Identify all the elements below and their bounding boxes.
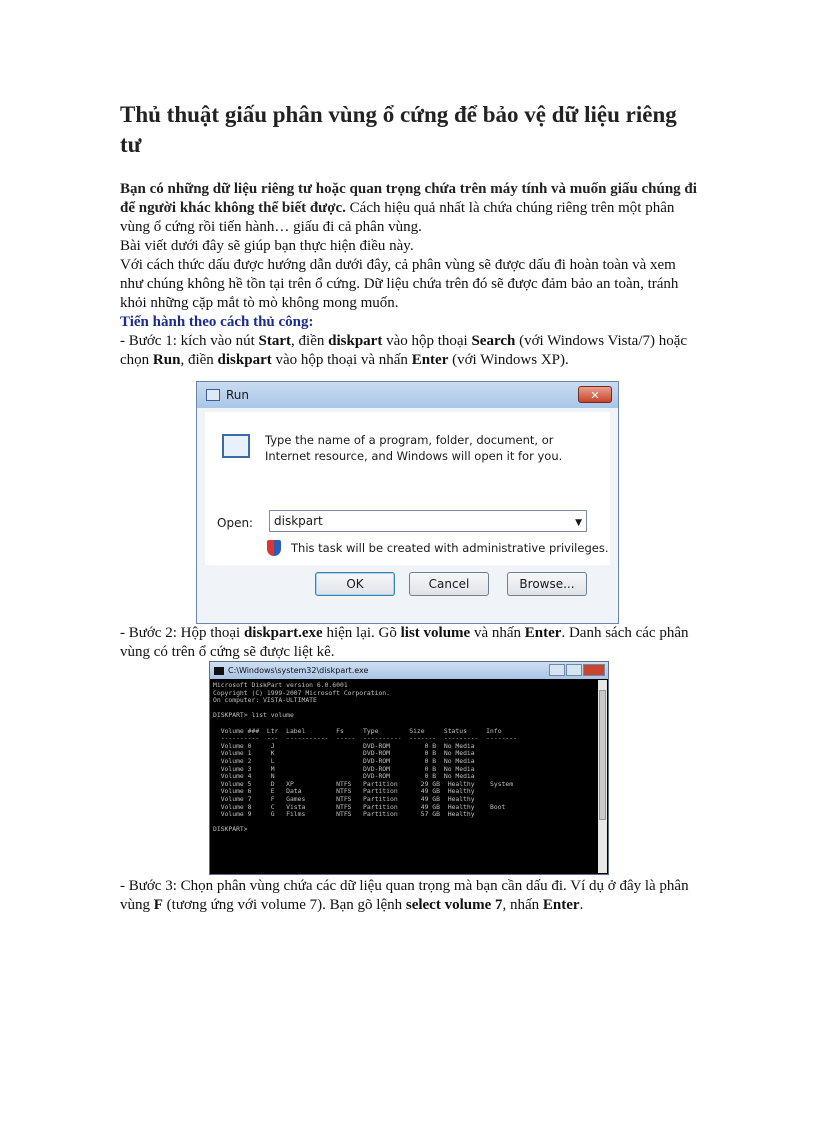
article xyxy=(120,100,700,370)
admin-note: This task will be created with administrative privileges. xyxy=(291,541,609,555)
step-2: - Bước 2: Hộp thoại diskpart.exe hiện lại. Gõ list volume và nhấn Enter. Danh sách các phân vùng có trên ổ cứng sẽ được liệt kê. xyxy=(120,625,689,660)
run-body xyxy=(205,412,610,565)
scrollbar-thumb xyxy=(599,690,606,820)
article-title: Thủ thuật giấu phân vùng ổ cứng để bảo vệ dữ liệu riêng tư xyxy=(120,102,677,157)
close-icon xyxy=(583,664,605,676)
ok-button: OK xyxy=(315,572,395,596)
close-icon: ✕ xyxy=(578,386,612,403)
window-controls xyxy=(549,664,605,676)
minimize-icon xyxy=(549,664,565,676)
maximize-icon xyxy=(566,664,582,676)
browse-button: Browse... xyxy=(507,572,587,596)
console-icon xyxy=(214,667,224,675)
run-window-icon xyxy=(206,389,220,401)
run-titlebar xyxy=(197,382,618,408)
console-output: Microsoft DiskPart version 6.0.6001 Copyright (C) 1999-2007 Microsoft Corporation. On computer: VISTA-ULTIMATE DISKPART> list volume Volume ### Ltr Label Fs Type Size Status Info ---------- --- ----------- ----- ---------- ------- --------- -------- Volume 0 J DVD-ROM 0 B No Media Volume 1 K DVD-ROM 0 B No Media Volume 2 L DVD-ROM 0 B No Media Volume 3 M DVD-ROM 0 B No Media Volume 4 N DVD-ROM 0 B No Media Volume 5 D XP NTFS Partition 29 GB Healthy System Volume 6 E Data NTFS Partition 49 GB Healthy Volume 7 F Games NTFS Partition 49 GB Healthy Volume 8 C Vista NTFS Partition 49 GB Healthy Boot Volume 9 G Films NTFS Partition 57 GB Healthy DISKPART> xyxy=(213,682,517,834)
run-description: Type the name of a program, folder, document, or Internet resource, and Windows will open it for you. xyxy=(265,433,563,463)
section-heading: Tiến hành theo cách thủ công: xyxy=(120,314,314,330)
intro-rest: Cách hiệu quả nhất là chứa chúng riêng trên một phân vùng ổ cứng rồi tiến hành… giấu đi cả phân vùng. xyxy=(120,200,675,235)
cancel-button: Cancel xyxy=(409,572,489,596)
intro-paragraph xyxy=(120,180,700,237)
step-3: - Bước 3: Chọn phân vùng chứa các dữ liệu quan trọng mà bạn cần dấu đi. Ví dụ ở đây là phân vùng F (tương ứng với volume 7). Bạn gõ lệnh select volume 7, nhấn Enter. xyxy=(120,878,689,913)
paragraph-2: Bài viết dưới đây sẽ giúp bạn thực hiện điều này. xyxy=(120,238,414,254)
run-dialog-screenshot xyxy=(196,381,619,624)
paragraph-3: Với cách thức dấu được hướng dẫn dưới đây, cả phân vùng sẽ được dấu đi hoàn toàn và xem như chúng không hề tồn tại trên ổ cứng. Dữ liệu chứa trên đó sẽ được đảm bảo an toàn, tránh khỏi những cặp mắt tò mò không mong muốn. xyxy=(120,257,679,311)
open-field: diskpart ▼ xyxy=(269,510,587,532)
chevron-down-icon: ▼ xyxy=(575,518,582,528)
shield-icon xyxy=(267,540,281,556)
run-title: Run xyxy=(226,388,250,402)
intro-bold: Bạn có những dữ liệu riêng tư hoặc quan trọng chứa trên máy tính và muốn giấu chúng đi để người khác không thể biết được. xyxy=(120,181,697,216)
scrollbar xyxy=(598,680,607,873)
open-label: Open: xyxy=(217,516,254,530)
run-program-icon xyxy=(222,434,250,458)
console-titlebar xyxy=(210,662,608,679)
console-title: C:\Windows\system32\diskpart.exe xyxy=(228,666,369,675)
diskpart-console-screenshot xyxy=(209,661,609,875)
step-1: - Bước 1: kích vào nút Start, điền diskpart vào hộp thoại Search (với Windows Vista/7) hoặc chọn Run, điền diskpart vào hộp thoại và nhấn Enter (với Windows XP). xyxy=(120,333,688,368)
